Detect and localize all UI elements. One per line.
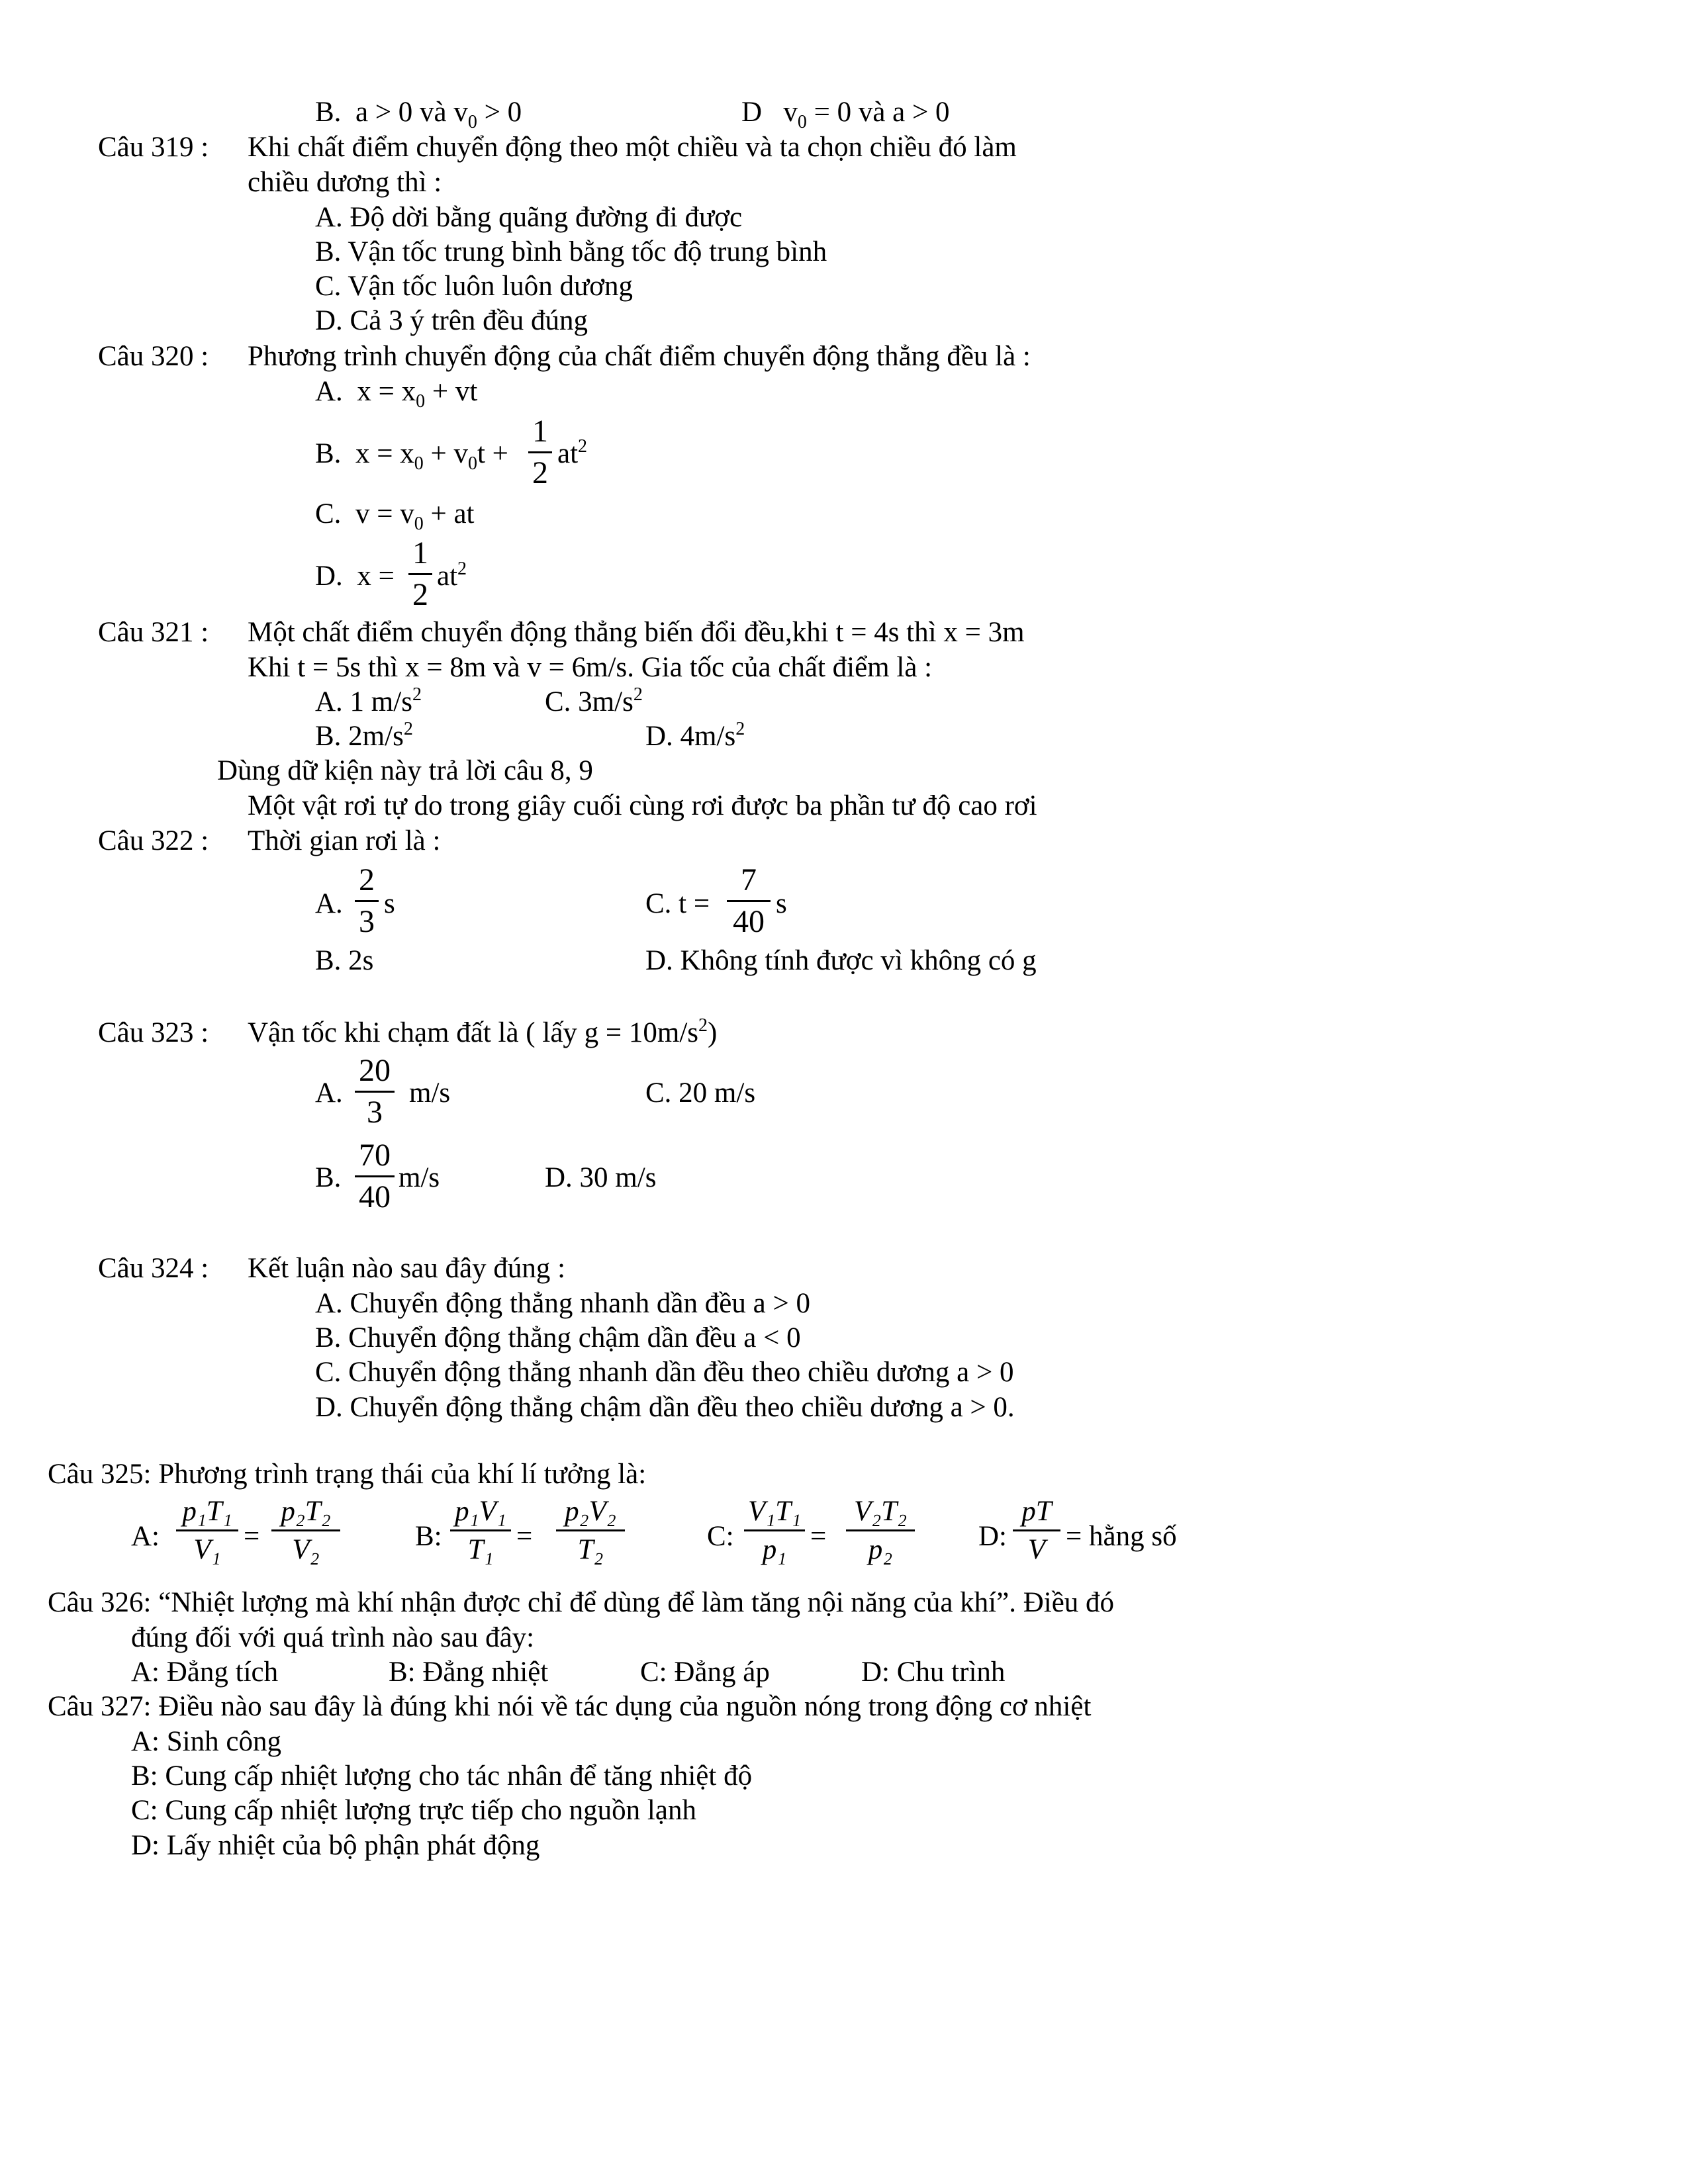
q322-option-a-label: A. (315, 888, 343, 919)
q323-stem: Vận tốc khi chạm đất là ( lấy $g = 10m/s^2$) (248, 1015, 718, 1048)
q325-option-a-label: A: (131, 1521, 160, 1552)
q320-option-d: D. x = (315, 561, 395, 592)
q320-option-b: B. $x = x_0 + v_0t$ + (315, 438, 508, 474)
q319-option-a: A. Độ dời bằng quãng đường đi được (315, 202, 743, 233)
q323-option-b-label: B. (315, 1162, 342, 1193)
q322-option-c-label: C. t = (645, 888, 710, 919)
q323-b-fraction: 70 40 (355, 1140, 395, 1213)
q324-label: Câu 324 : (98, 1253, 209, 1284)
q325-b-equals: = (516, 1521, 533, 1552)
q322-label: Câu 322 : (98, 825, 209, 856)
q319-stem-line2: chiều dương thì : (248, 167, 442, 198)
q319-option-b: B. Vận tốc trung bình bằng tốc độ trung bình (315, 236, 827, 267)
q319-label: Câu 319 : (98, 132, 209, 163)
prev-option-d: D $v_0 = 0$ và a > 0 (741, 97, 950, 132)
q325-a-left-fraction: p₁T₁ V₁ (176, 1497, 238, 1564)
q323-b-unit: m/s (399, 1162, 440, 1193)
q327-option-c: C: Cung cấp nhiệt lượng trực tiếp cho nguồn lạnh (131, 1795, 696, 1826)
q326-stem-line1: Câu 326: “Nhiệt lượng mà khí nhận được chỉ để dùng để làm tăng nội năng của khí”. Điều đó (48, 1587, 1115, 1618)
q325-stem: Câu 325: Phương trình trạng thái của khí lí tưởng là: (48, 1459, 647, 1490)
q325-option-d-label: D: (978, 1521, 1007, 1552)
q324-option-b: B. Chuyển động thẳng chậm dần đều a < 0 (315, 1322, 801, 1353)
q325-c-equals: = (810, 1521, 827, 1552)
q325-a-right-fraction: p₂T₂ V₂ (271, 1497, 340, 1564)
q323-option-a-label: A. (315, 1077, 343, 1109)
q319-option-d: D. Cả 3 ý trên đều đúng (315, 305, 588, 336)
q322-a-unit: s (384, 888, 395, 919)
q327-stem: Câu 327: Điều nào sau đây là đúng khi nói về tác dụng của nguồn nóng trong động cơ nhiệt (48, 1691, 1092, 1722)
q325-b-left-fraction: p₁V₁ T₁ (450, 1497, 511, 1564)
q326-stem-line2: đúng đối với quá trình nào sau đây: (131, 1622, 535, 1653)
q325-d-fraction: pT V (1013, 1497, 1060, 1564)
q323-a-unit: m/s (409, 1077, 451, 1109)
q325-c-right-fraction: V₂T₂ p₂ (846, 1497, 915, 1564)
q324-option-c: C. Chuyển động thẳng nhanh dần đều theo chiều dương a > 0 (315, 1357, 1014, 1388)
q327-option-d: D: Lấy nhiệt của bộ phận phát động (131, 1830, 540, 1861)
q323-label: Câu 323 : (98, 1017, 209, 1048)
q323-a-fraction: 20 3 (355, 1055, 395, 1128)
q321-stem-line2: Khi t = 5s thì x = 8m và v = 6m/s. Gia tốc của chất điểm là : (248, 652, 933, 683)
q320-b-fraction: 1 2 (528, 416, 552, 489)
q325-c-left-fraction: V₁T₁ p₁ (744, 1497, 805, 1564)
q321-label: Câu 321 : (98, 617, 209, 648)
q319-option-c: C. Vận tốc luôn luôn dương (315, 271, 633, 302)
q320-stem: Phương trình chuyển động của chất điểm chuyển động thẳng đều là : (248, 341, 1031, 372)
q320-label: Câu 320 : (98, 341, 209, 372)
q322-c-unit: s (776, 888, 787, 919)
q325-a-equals: = (244, 1521, 260, 1552)
q327-option-a: A: Sinh công (131, 1726, 281, 1757)
q326-option-d: D: Chu trình (861, 1657, 1006, 1688)
q320-d-fraction: 1 2 (408, 537, 432, 611)
q327-option-b: B: Cung cấp nhiệt lượng cho tác nhân để tăng nhiệt độ (131, 1760, 753, 1792)
q321-option-d: D. $4m/s^2$ (645, 719, 745, 752)
context-line1: Dùng dữ kiện này trả lời câu 8, 9 (217, 755, 593, 786)
q319-stem-line1: Khi chất điểm chuyển động theo một chiều và ta chọn chiều đó làm (248, 132, 1017, 163)
q325-d-rest: = hằng số (1066, 1521, 1177, 1552)
q320-option-a: A. $x = x_0$ + vt (315, 376, 478, 412)
q325-option-c-label: C: (707, 1521, 734, 1552)
context-line2: Một vật rơi tự do trong giây cuối cùng rơi được ba phần tư độ cao rơi (248, 790, 1037, 821)
q321-option-b: B. $2m/s^2$ (315, 719, 413, 752)
q325-b-right-fraction: p₂V₂ T₂ (556, 1497, 625, 1564)
prev-option-b: B. a > 0 và $v_0 > 0$ (315, 97, 522, 132)
q322-option-b: B. 2s (315, 945, 374, 976)
q322-a-fraction: 2 3 (355, 864, 379, 938)
q320-option-c: C. $v = v_0$ + at (315, 498, 475, 534)
q326-option-b: B: Đẳng nhiệt (389, 1657, 549, 1688)
q324-stem: Kết luận nào sau đây đúng : (248, 1253, 566, 1284)
q320-d-term: $at^2$ (437, 559, 467, 592)
q323-option-c: C. 20 m/s (645, 1077, 756, 1109)
q324-option-d: D. Chuyển động thẳng chậm dần đều theo chiều dương a > 0. (315, 1392, 1015, 1423)
q324-option-a: A. Chuyển động thẳng nhanh dần đều a > 0 (315, 1288, 810, 1319)
q321-option-c: C. $3m/s^2$ (545, 684, 643, 717)
q322-option-d: D. Không tính được vì không có g (645, 945, 1037, 976)
q321-stem-line1: Một chất điểm chuyển động thẳng biến đổi đều,khi t = 4s thì x = 3m (248, 617, 1025, 648)
q325-option-b-label: B: (415, 1521, 442, 1552)
q320-b-term: $at^2$ (557, 436, 588, 469)
q326-option-a: A: Đẳng tích (131, 1657, 279, 1688)
q323-option-d: D. 30 m/s (545, 1162, 657, 1193)
q326-option-c: C: Đẳng áp (640, 1657, 770, 1688)
q322-c-fraction: 7 40 (727, 864, 771, 938)
q322-stem: Thời gian rơi là : (248, 825, 441, 856)
q321-option-a: A. 1 $m/s^2$ (315, 684, 422, 717)
